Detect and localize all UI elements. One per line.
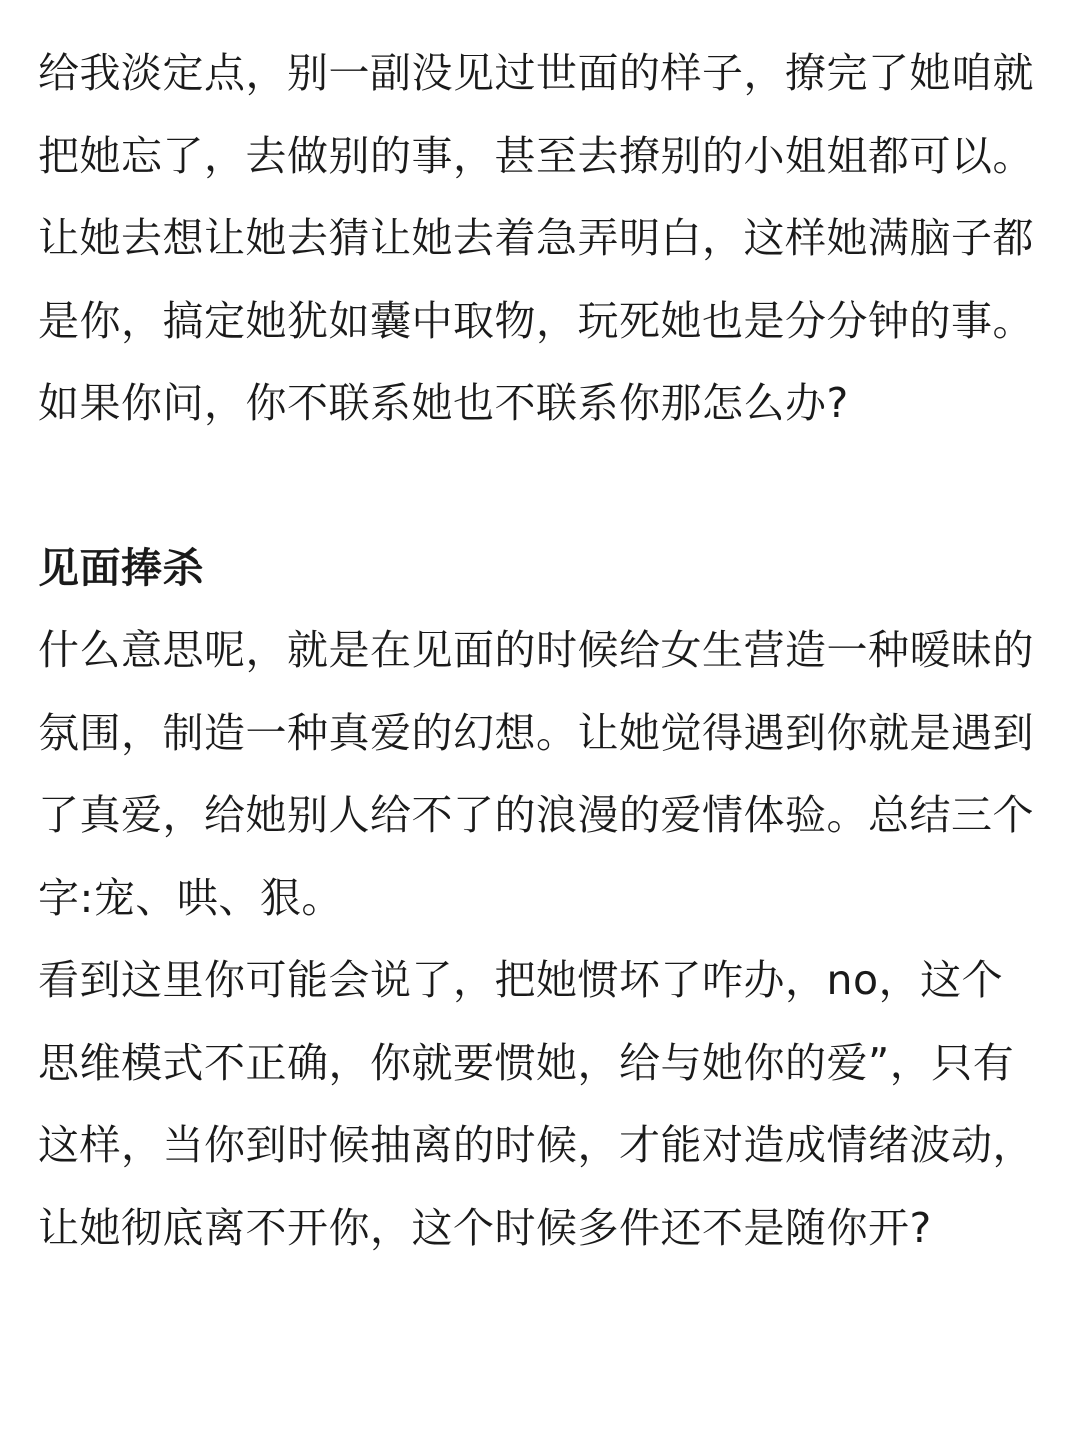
paragraph-spacer: [38, 445, 1044, 527]
paragraph-3: 什么意思呢，就是在见面的时候给女生营造一种暧昧的氛围，制造一种真爱的幻想。让她觉得遇到你就是遇到了真爱，给她别人给不了的浪漫的爱情体验。总结三个字:宠、哄、狠。: [38, 626, 1034, 922]
paragraph-2: 让她去想让她去猜让她去着急弄明白，这样她满脑子都是你，搞定她犹如囊中取物，玩死她也是分分钟的事。如果你问，你不联系她也不联系你那怎么办?: [38, 214, 1034, 427]
paragraph-1: 给我淡定点，别一副没见过世面的样子，撩完了她咱就把她忘了，去做别的事，甚至去撩别的小姐姐都可以。: [38, 49, 1034, 180]
paragraph-4: 看到这里你可能会说了，把她惯坏了咋办，no，这个思维模式不正确，你就要惯她，给与她你的爱”，只有这样，当你到时候抽离的时候，才能对造成情绪波动，让她彻底离不开你，这个时候多件还不是随你开?: [38, 956, 1034, 1252]
section-heading: 见面捧杀: [38, 543, 204, 592]
